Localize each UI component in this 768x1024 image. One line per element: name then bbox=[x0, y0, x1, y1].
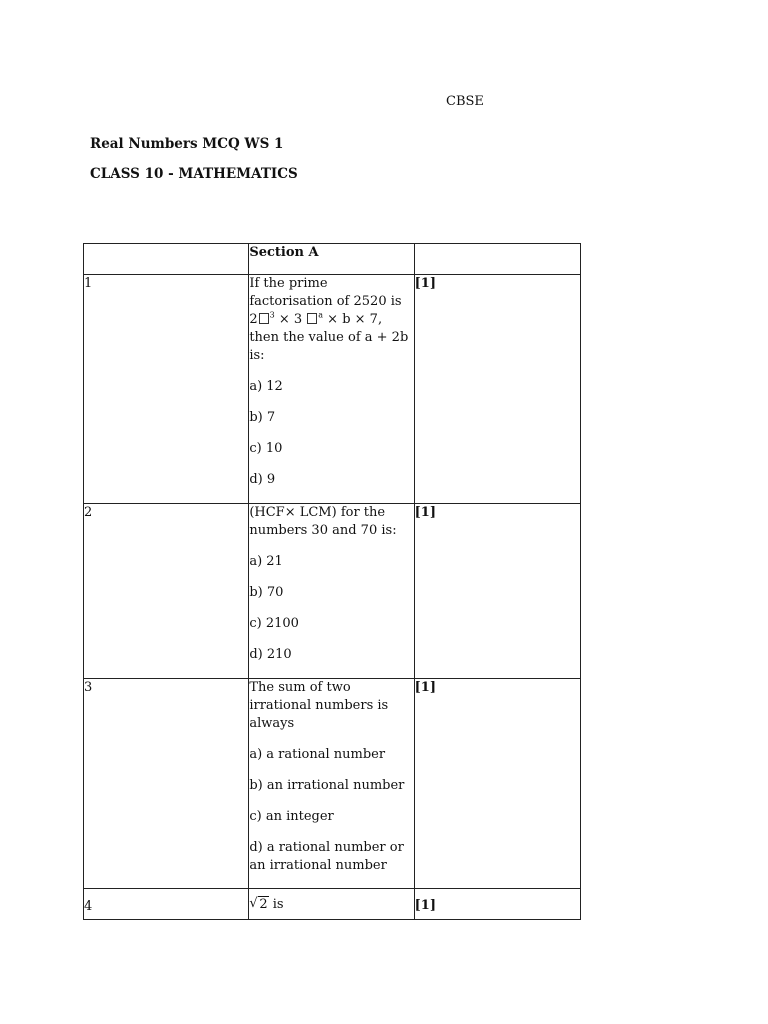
option-b: b) 7 bbox=[249, 410, 276, 425]
question-row-2 bbox=[84, 504, 581, 679]
question-row-3 bbox=[84, 679, 581, 889]
radicand: 2 bbox=[259, 897, 268, 912]
question-text: (HCF× LCM) for the numbers 30 and 70 is: bbox=[249, 505, 397, 538]
option-c: c) an integer bbox=[249, 809, 334, 824]
board-label: CBSE bbox=[446, 94, 484, 109]
question-text: is bbox=[268, 897, 284, 912]
empty-cell bbox=[84, 244, 249, 275]
class-subject-label: CLASS 10 - MATHEMATICS bbox=[90, 166, 298, 182]
question-cell bbox=[249, 275, 414, 504]
marks-label: [1] bbox=[414, 504, 580, 679]
question-cell bbox=[249, 504, 414, 679]
placeholder-box-icon bbox=[259, 313, 269, 324]
option-b: b) an irrational number bbox=[249, 778, 405, 793]
exponent: a bbox=[318, 310, 324, 320]
option-a: a) 12 bbox=[249, 379, 283, 394]
question-number: 2 bbox=[84, 504, 249, 679]
option-d: d) 9 bbox=[249, 472, 276, 487]
worksheet-title: Real Numbers MCQ WS 1 bbox=[90, 136, 284, 152]
option-a: a) 21 bbox=[249, 554, 283, 569]
question-number: 3 bbox=[84, 679, 249, 889]
question-table bbox=[83, 243, 581, 920]
marks-label: [1] bbox=[414, 679, 580, 889]
option-c: c) 2100 bbox=[249, 616, 299, 631]
marks-label: [1] bbox=[414, 889, 580, 920]
option-c: c) 10 bbox=[249, 441, 283, 456]
exponent: 3 bbox=[269, 310, 275, 320]
question-number: 1 bbox=[84, 275, 249, 504]
option-d: d) 210 bbox=[249, 647, 292, 662]
question-text: If the prime factorisation of 2520 is 2 $^3$ × 3 $^a$ × b × 7, then the value of a + 2b is: bbox=[249, 276, 409, 363]
question-cell bbox=[249, 679, 414, 889]
empty-cell bbox=[414, 244, 580, 275]
question-number: 4 bbox=[84, 889, 249, 920]
question-text: The sum of two irrational numbers is always bbox=[249, 680, 389, 731]
option-a: a) a rational number bbox=[249, 747, 386, 762]
question-cell bbox=[249, 889, 414, 920]
marks-label: [1] bbox=[414, 275, 580, 504]
section-header-row bbox=[84, 244, 581, 275]
question-row-1 bbox=[84, 275, 581, 504]
section-label: Section A bbox=[249, 244, 414, 275]
option-b: b) 70 bbox=[249, 585, 284, 600]
square-root-icon: √ 2 bbox=[249, 896, 268, 912]
question-row-4 bbox=[84, 889, 581, 920]
option-d: d) a rational number or an irrational number bbox=[249, 840, 404, 873]
placeholder-box-icon bbox=[307, 313, 317, 324]
